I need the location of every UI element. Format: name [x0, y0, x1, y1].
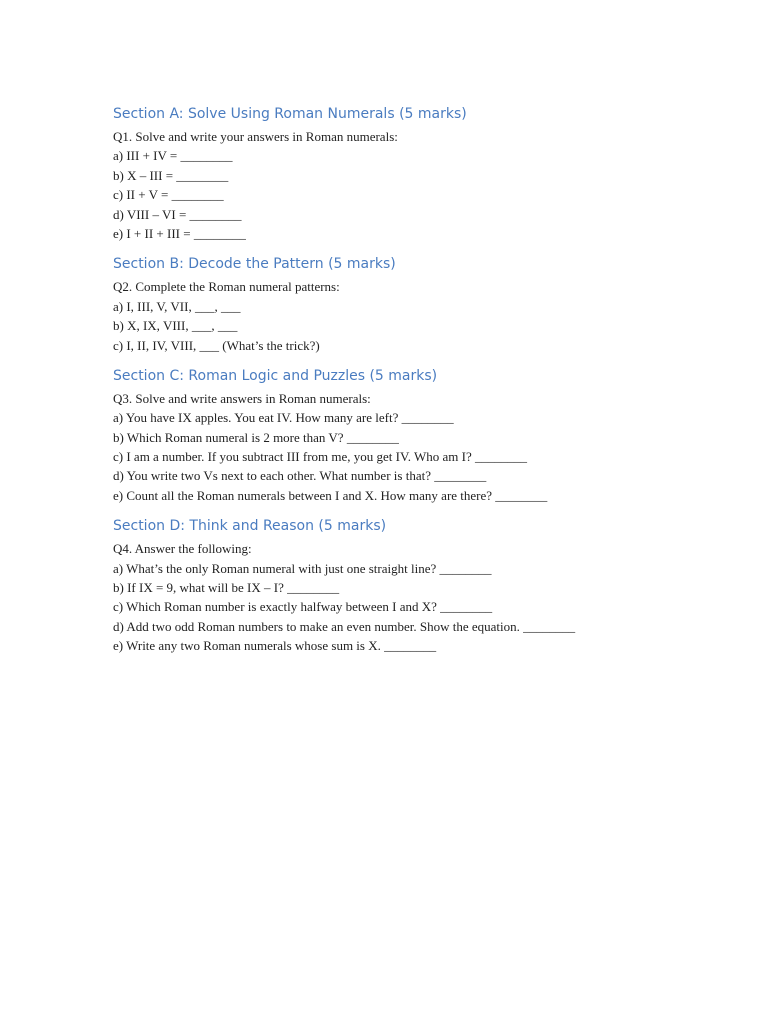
- question-4b: b) If IX = 9, what will be IX – I? ________: [113, 580, 340, 596]
- question-3d: d) You write two Vs next to each other. What number is that? ________: [113, 468, 487, 484]
- question-2-prompt: Q2. Complete the Roman numeral patterns:: [113, 279, 340, 295]
- section-b-heading: Section B: Decode the Pattern (5 marks): [113, 256, 396, 273]
- question-1-prompt: Q1. Solve and write your answers in Roman numerals:: [113, 129, 398, 144]
- question-3c: c) I am a number. If you subtract III from me, you get IV. Who am I? ________: [113, 449, 527, 465]
- section-d-heading: Section D: Think and Reason (5 marks): [113, 518, 387, 535]
- question-2b: b) X, IX, VIII, ___, ___: [113, 318, 238, 334]
- question-3e: e) Count all the Roman numerals between I and X. How many are there? ________: [113, 487, 548, 503]
- section-c: [113, 366, 733, 505]
- question-2c: c) I, II, IV, VIII, ___ (What’s the trick?): [113, 337, 320, 353]
- question-4-prompt: Q4. Answer the following:: [113, 541, 252, 557]
- question-4e: e) Write any two Roman numerals whose sum is X. ________: [113, 638, 437, 654]
- section-a: [113, 104, 733, 243]
- question-1b: b) X – III = ________: [113, 167, 229, 183]
- question-3-prompt: Q3. Solve and write answers in Roman numerals:: [113, 390, 371, 406]
- question-4a: a) What’s the only Roman numeral with just one straight line? ________: [113, 560, 492, 576]
- question-1d: d) VIII – VI = ________: [113, 206, 242, 222]
- question-1e: e) I + II + III = ________: [113, 225, 246, 241]
- question-1c: c) II + V = ________: [113, 187, 224, 203]
- section-c-heading: Section C: Roman Logic and Puzzles (5 marks): [113, 367, 438, 384]
- question-1a: a) III + IV = ________: [113, 148, 233, 164]
- worksheet-page: [113, 104, 733, 667]
- section-d: [113, 516, 733, 655]
- question-3a: a) You have IX apples. You eat IV. How many are left? ________: [113, 410, 454, 426]
- question-3b: b) Which Roman numeral is 2 more than V? ________: [113, 429, 399, 445]
- section-b: [113, 254, 733, 355]
- question-4d: d) Add two odd Roman numbers to make an even number. Show the equation. ________: [113, 618, 576, 634]
- question-4c: c) Which Roman number is exactly halfway between I and X? ________: [113, 599, 493, 615]
- section-a-heading: Section A: Solve Using Roman Numerals (5 marks): [113, 106, 467, 122]
- question-2a: a) I, III, V, VII, ___, ___: [113, 298, 241, 314]
